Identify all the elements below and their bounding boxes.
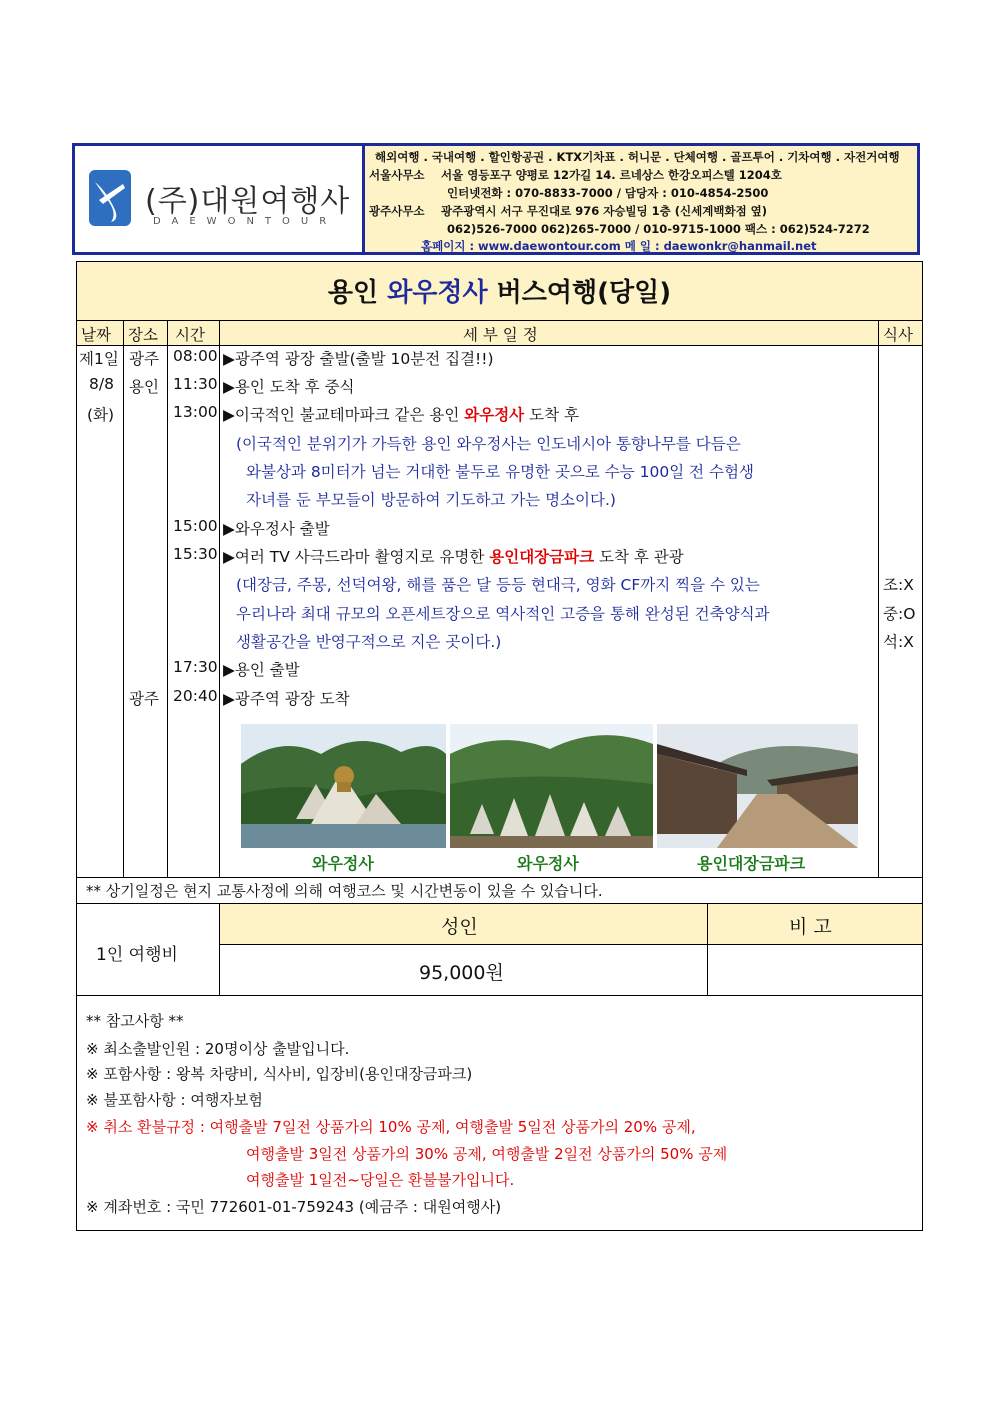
schedule-text: 도착 후 관광 [594, 548, 684, 566]
note-refund-policy: 여행출발 1일전~당일은 환불불가입니다. [246, 1171, 515, 1189]
schedule-description: 우리나라 최대 규모의 오픈세트장으로 역사적인 고증을 통해 완성된 건축양식과 [236, 605, 770, 623]
title-highlight: 와우정사 [387, 278, 488, 308]
header-time: 시간 [175, 326, 205, 344]
time-item: 15:00 [173, 517, 218, 535]
company-info [365, 146, 917, 252]
notes-heading: ** 참고사항 ** [86, 1012, 184, 1030]
place-item: 용인 [129, 378, 159, 396]
title-prefix: 용인 [327, 278, 379, 308]
schedule-item [223, 545, 684, 567]
schedule-description: (대장금, 주몽, 선덕여왕, 해를 품은 달 등등 현대극, 영화 CF까지 찍을 수 있는 [236, 576, 760, 594]
note-bank-account: ※ 계좌번호 : 국민 772601-01-759243 (예금주 : 대원여행사) [86, 1198, 502, 1216]
time-item: 11:30 [173, 375, 218, 393]
photo-caption: 용인대장금파크 [697, 854, 806, 873]
meal-breakfast: 조:X [883, 576, 914, 594]
services-line: 해외여행 . 국내여행 . 할인항공권 . KTX기차표 . 허니문 . 단체여행 . 골프투어 . 기차여행 . 자전거여행 [375, 150, 900, 164]
note-included: ※ 포함사항 : 왕복 차량비, 식사비, 입장비(용인대장금파크) [86, 1065, 473, 1083]
seoul-office-phone: 인터넷전화 : 070-8833-7000 / 담당자 : 010-4854-2500 [447, 186, 769, 200]
time-item: 20:40 [173, 687, 218, 705]
company-logo [75, 146, 365, 252]
photo-caption: 와우정사 [517, 854, 579, 873]
place-item: 광주 [129, 350, 159, 368]
daejanggeum-park-photo [657, 724, 858, 848]
schedule-item: ▶와우정사 출발 [223, 520, 330, 538]
schedule-item: ▶광주역 광장 출발(출발 10분전 집결!!) [223, 350, 494, 368]
schedule-item: ▶용인 출발 [223, 661, 300, 679]
meal-dinner: 석:X [883, 633, 914, 651]
wawoojeongsa-photo-1 [241, 724, 446, 848]
schedule-description: 자녀를 둔 부모들이 방문하여 기도하고 가는 명소이다.) [246, 491, 616, 509]
time-item: 08:00 [173, 347, 218, 365]
meal-lunch: 중:O [883, 605, 916, 623]
schedule-description: (이국적인 분위기가 가득한 용인 와우정사는 인도네시아 통향나무를 다듬은 [236, 435, 741, 453]
price-label: 1인 여행비 [96, 945, 178, 965]
schedule-description: 생활공간을 반영구적으로 지은 곳이다.) [236, 633, 502, 651]
date-day: 제1일 [79, 350, 119, 368]
logo-subtitle: DAEWONTOUR [153, 216, 338, 227]
note-refund-policy: ※ 취소 환불규정 : 여행출발 7일전 상품가의 10% 공제, 여행출발 5일전 상품가의 20% 공제, [86, 1118, 696, 1136]
header-date: 날짜 [81, 326, 111, 344]
schedule-item: ▶용인 도착 후 중식 [223, 378, 355, 396]
title-suffix: 버스여행(당일) [496, 278, 672, 308]
schedule-item [223, 403, 579, 425]
homepage-email[interactable]: 홈페이지 : www.daewontour.com 메 일 : daewonkr@hanmail.net [421, 239, 817, 253]
adult-header: 성인 [441, 916, 478, 938]
seoul-office-label: 서울사무소 [369, 168, 425, 182]
page-title [77, 272, 922, 309]
schedule-footnote: ** 상기일정은 현지 교통사정에 의해 여행코스 및 시간변동이 있을 수 있습니다. [86, 882, 603, 900]
schedule-highlight: 용인대장금파크 [489, 548, 595, 566]
header-detail: 세 부 일 정 [463, 326, 538, 344]
airplane-logo-icon [89, 170, 131, 226]
gwangju-office-address: 광주광역시 서구 무진대로 976 자승빌딩 1층 (신세계백화점 옆) [441, 204, 768, 218]
time-item: 17:30 [173, 658, 218, 676]
schedule-description: 와불상과 8미터가 넘는 거대한 불두로 유명한 곳으로 수능 100일 전 수험생 [246, 463, 754, 481]
time-item: 13:00 [173, 403, 218, 421]
adult-price: 95,000원 [419, 962, 504, 984]
place-item: 광주 [129, 690, 159, 708]
seoul-office-address: 서울 영등포구 양평로 12가길 14. 르네상스 한강오피스텔 1204호 [441, 168, 782, 182]
photo-caption: 와우정사 [312, 854, 374, 873]
remark-header: 비 고 [789, 916, 832, 938]
date-weekday: (화) [87, 406, 115, 424]
company-header [72, 143, 920, 255]
schedule-item: ▶광주역 광장 도착 [223, 690, 350, 708]
note-excluded: ※ 불포함사항 : 여행자보험 [86, 1091, 263, 1109]
time-item: 15:30 [173, 545, 218, 563]
header-place: 장소 [128, 326, 158, 344]
date-value: 8/8 [89, 375, 114, 393]
header-meal: 식사 [883, 326, 913, 344]
note-refund-policy: 여행출발 3일전 상품가의 30% 공제, 여행출발 2일전 상품가의 50% 공제 [246, 1145, 728, 1163]
logo-name: (주)대원여행사 [145, 184, 351, 219]
schedule-highlight: 와우정사 [464, 406, 525, 424]
gwangju-office-phone: 062)526-7000 062)265-7000 / 010-9715-1000 팩스 : 062)524-7272 [447, 222, 870, 236]
note-min-people: ※ 최소출발인원 : 20명이상 출발입니다. [86, 1040, 350, 1058]
schedule-text: ▶여러 TV 사극드라마 촬영지로 유명한 [223, 548, 490, 566]
schedule-text: ▶이국적인 불교테마파크 같은 용인 [223, 406, 465, 424]
wawoojeongsa-photo-2 [450, 724, 653, 848]
schedule-text: 도착 후 [524, 406, 579, 424]
gwangju-office-label: 광주사무소 [369, 204, 425, 218]
